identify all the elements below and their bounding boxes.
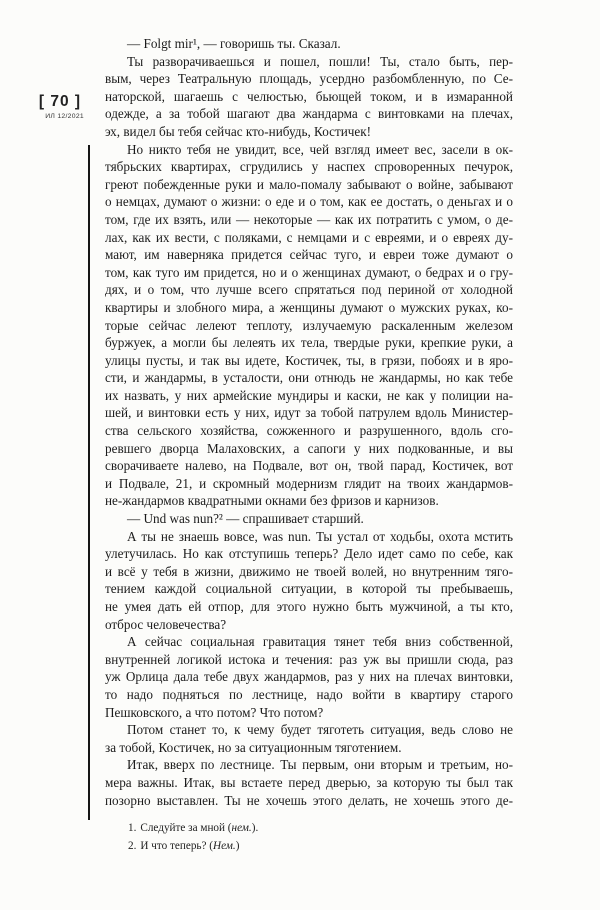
text-line: дях, и о том, что лучше всего спрятаться под периной от холодной <box>105 282 513 298</box>
footnote-text-end: ) <box>235 840 240 852</box>
paragraph <box>105 633 513 721</box>
text-line: шей, и винтовки есть у них, идут за тобой патрулем вдоль Министер- <box>105 405 513 421</box>
page-number: [ 70 ] <box>38 93 82 110</box>
paragraph <box>105 510 513 528</box>
text-line: ревшего дворца Малаховских, а сапоги у них подкованные, и вы <box>105 440 513 456</box>
text-line: улицы пусты, и так вы идете, Костичек, ты, в грязи, побоях и в яро- <box>105 352 513 368</box>
paragraph <box>105 53 513 141</box>
footnotes <box>105 819 513 855</box>
text-line: о немцах, думают о жизни: о еде и о том, как ее достать, о деньгах и о <box>105 194 513 210</box>
footnote-language-label: нем. <box>231 822 252 834</box>
text-line: наторской, шагаешь с челюстью, бьющей током, и в измаранной <box>105 88 513 104</box>
paragraph <box>105 141 513 510</box>
text-line: сворачиваете налево, на Подвале, вот он, твой парад, Костичек, вот <box>105 458 513 474</box>
text-line: и всё у тебя в жизни, движимо не твоей волей, но внутренним тяго- <box>105 563 513 579</box>
text-line: одежде, а за тобой шагают два жандарма с винтовками на плечах, <box>105 106 513 122</box>
text-line: отброс человечества? <box>105 616 227 632</box>
margin-block <box>36 93 84 120</box>
text-line: эх, видел бы тебя сейчас кто-нибудь, Костичек! <box>105 123 372 139</box>
text-line: тением каждой социальной ситуации, в которой ты пребываешь, <box>105 581 513 597</box>
text-line: внутренней логикой истока и течения: раз уж вы пришли сюда, раз <box>105 651 513 667</box>
text-line: ства сельского хозяйства, сожженного и разрушенного, вдоль сго- <box>105 423 513 439</box>
footnote-text-end: ). <box>251 822 259 834</box>
footnote-number: 1. <box>128 822 137 834</box>
paragraph <box>105 528 513 634</box>
text-line: квартиры и злобного мира, а женщины думают о мужских руках, ко- <box>105 299 513 315</box>
text-line: А сейчас социальная гравитация тянет тебя вниз собственной, <box>127 634 513 650</box>
text-line: том, как туго им придется, но и о женщинах думают, о бедрах и о гру- <box>105 264 513 280</box>
text-line: греют побежденные руки и мало-помалу забывают о войне, забывают <box>105 176 513 192</box>
text-line: — Und was nun?² — спрашивает старший. <box>127 511 364 527</box>
footnote-text: И что теперь? ( <box>140 840 214 852</box>
text-line: позорно выставлен. Ты не хочешь этого делать, не хочешь этого де- <box>105 792 513 808</box>
text-line: их назвать, у них армейские мундиры и каски, не как у полиции на- <box>105 387 513 403</box>
text-line: Итак, вверх по лестнице. Ты первым, они вторым и третьим, но- <box>127 757 513 773</box>
text-line: не умея дать ей отпор, для этого нужно быть мужчиной, а ты кто, <box>105 599 513 614</box>
text-line: тябрьских квартирах, сгрудились у наспех спроворенных печурок, <box>105 159 513 175</box>
text-line: уж Орлица дала тебе двух жандармов, раз у них на плечах винтовки, <box>105 669 513 685</box>
text-line: не-жандармов квадратными окнами без фризов и карнизов. <box>105 493 439 509</box>
text-line: лах, как их вести, с поляками, с немцами и с евреями, и о евреях ду- <box>105 229 513 245</box>
footnote-2 <box>105 837 513 855</box>
text-line: Ты разворачиваешься и пошел, пошли! Ты, стало быть, пер- <box>127 53 513 69</box>
text-line: буржуек, а могли бы лелеять их тела, твердые руки, крепкие руки, а <box>105 335 513 351</box>
paragraph <box>105 35 513 53</box>
text-line: улетучилась. Но как отступишь теперь? Дело идет само по себе, как <box>105 546 513 562</box>
paragraph <box>105 756 513 809</box>
text-line: — Folgt mir¹, — говоришь ты. Сказал. <box>127 36 341 51</box>
footnote-language-label: Нем. <box>213 840 236 852</box>
text-line: то надо подняться по лестнице, надо войти в квартиру старого <box>105 686 513 702</box>
text-line: Но никто тебя не увидит, все, чей взгляд имеет вес, засели в ок- <box>127 141 513 157</box>
paragraph <box>105 721 513 756</box>
body-text <box>105 35 513 809</box>
text-line: торые сейчас лелеют теплоту, излучаемую раскаленным железом <box>105 317 513 333</box>
text-line: том, где их взять, или — некоторые — как их потратить с умом, о де- <box>105 211 513 227</box>
text-line: за тобой, Костичек, но за ситуационным тяготением. <box>105 739 402 755</box>
text-line: Пешковского, а что потом? Что потом? <box>105 704 324 720</box>
text-line: вым, через Театральную площадь, усердно разбомбленную, по Се- <box>105 71 513 87</box>
text-line: Потом станет то, к чему будет тяготеть ситуация, ведь слово не <box>127 722 513 738</box>
text-line: мают, им наверняка придется сейчас туго, и евреи тоже думают о <box>105 247 513 263</box>
text-line: мера важны. Итак, вы встаете перед дверью, за которую ты был так <box>105 774 513 790</box>
footnote-text: Следуйте за мной ( <box>140 822 232 834</box>
journal-issue-mark: ИЛ 12/2021 <box>45 113 84 120</box>
footnote-1 <box>105 819 513 837</box>
margin-rule <box>88 145 90 820</box>
text-line: и Подвале, 21, и скромный модернизм глядит на твоих жандармов- <box>105 475 513 491</box>
text-line: А ты не знаешь вовсе, was nun. Ты устал от ходьбы, охота мстить <box>127 528 513 544</box>
text-line: сти, и жандармы, в усталости, они отнюдь не жандармы, но как тебе <box>105 370 513 386</box>
footnote-number: 2. <box>128 840 137 852</box>
